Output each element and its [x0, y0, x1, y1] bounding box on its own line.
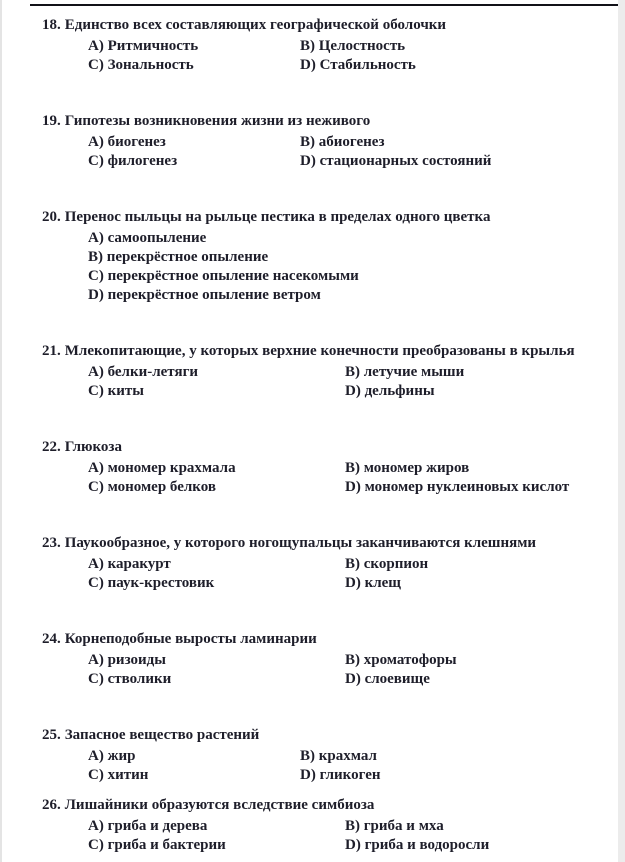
question-18 [42, 16, 611, 75]
question-number: 22. [42, 439, 61, 455]
question-options [88, 229, 611, 305]
option-d: D) клещ [345, 575, 401, 591]
option-a: А) жир [88, 748, 136, 764]
question-number: 24. [42, 631, 61, 647]
option-d: D) слоевище [345, 671, 430, 687]
option-d: D) гриба и водоросли [345, 837, 490, 853]
question-title [42, 438, 611, 457]
question-number: 21. [42, 343, 61, 359]
question-options [88, 651, 611, 689]
question-options [88, 363, 611, 401]
option-b: В) мономер жиров [345, 460, 470, 476]
question-number: 26. [42, 797, 61, 813]
question-21 [42, 342, 611, 401]
option-b: В) абиогенез [300, 134, 385, 150]
option-a: А) белки-летяги [88, 364, 199, 380]
option-d: D) перекрёстное опыление ветром [88, 287, 321, 303]
option-c: С) киты [88, 383, 144, 399]
option-a: А) самоопыление [88, 230, 207, 246]
question-text: Гипотезы возникновения жизни из неживого [64, 113, 371, 129]
question-title [42, 726, 611, 745]
question-title [42, 534, 611, 553]
question-options [88, 37, 611, 75]
question-text: Млекопитающие, у которых верхние конечности преобразованы в крылья [64, 343, 575, 359]
question-title [42, 16, 611, 35]
question-22 [42, 438, 611, 497]
question-options [88, 133, 611, 171]
option-b: В) летучие мыши [345, 364, 465, 380]
option-c: С) гриба и бактерии [88, 837, 226, 853]
option-d: D) дельфины [345, 383, 435, 399]
question-options [88, 747, 611, 785]
question-text: Корнеподобные выросты ламинарии [64, 631, 317, 647]
option-d: D) гликоген [300, 767, 381, 783]
option-c: С) перекрёстное опыление насекомыми [88, 268, 359, 284]
option-a: А) Ритмичность [88, 38, 199, 54]
question-number: 23. [42, 535, 61, 551]
question-text: Единство всех составляющих географической оболочки [64, 17, 447, 33]
question-options [88, 817, 611, 855]
option-c: С) мономер белков [88, 479, 216, 495]
question-text: Запасное вещество растений [64, 727, 260, 743]
option-a: А) каракурт [88, 556, 171, 572]
question-text: Глюкоза [64, 439, 122, 455]
question-title [42, 208, 611, 227]
option-b: В) перекрёстное опыление [88, 249, 269, 265]
question-text: Перенос пыльцы на рыльце пестика в пределах одного цветка [64, 209, 491, 225]
question-23 [42, 534, 611, 593]
option-c: С) Зональность [88, 57, 194, 73]
question-text: Паукообразное, у которого ногощупальцы заканчиваются клешнями [64, 535, 537, 551]
option-b: В) крахмал [300, 748, 377, 764]
option-a: А) ризоиды [88, 652, 166, 668]
option-a: А) мономер крахмала [88, 460, 236, 476]
option-c: С) стволики [88, 671, 172, 687]
question-title [42, 112, 611, 131]
option-c: С) филогенез [88, 153, 178, 169]
question-options [88, 459, 611, 497]
question-number: 25. [42, 727, 61, 743]
option-d: D) Стабильность [300, 57, 416, 73]
option-b: В) хроматофоры [345, 652, 457, 668]
question-25 [42, 726, 611, 785]
question-number: 19. [42, 113, 61, 129]
option-a: А) биогенез [88, 134, 166, 150]
question-number: 20. [42, 209, 61, 225]
option-c: С) хитин [88, 767, 149, 783]
option-c: С) паук-крестовик [88, 575, 215, 591]
question-number: 18. [42, 17, 61, 33]
option-d: D) стационарных состояний [300, 153, 492, 169]
question-title [42, 796, 611, 815]
option-a: А) гриба и дерева [88, 818, 208, 834]
question-title [42, 630, 611, 649]
question-19 [42, 112, 611, 171]
question-text: Лишайники образуются вследствие симбиоза [64, 797, 375, 813]
question-title [42, 342, 611, 361]
left-edge [0, 0, 2, 862]
question-26 [42, 796, 611, 855]
question-24 [42, 630, 611, 689]
option-b: В) скорпион [345, 556, 429, 572]
option-b: В) гриба и мха [345, 818, 444, 834]
right-edge [618, 0, 625, 862]
questions-list [42, 16, 611, 862]
question-options [88, 555, 611, 593]
option-d: D) мономер нуклеиновых кислот [345, 479, 570, 495]
option-b: В) Целостность [300, 38, 406, 54]
top-divider [30, 4, 625, 6]
question-20 [42, 208, 611, 305]
